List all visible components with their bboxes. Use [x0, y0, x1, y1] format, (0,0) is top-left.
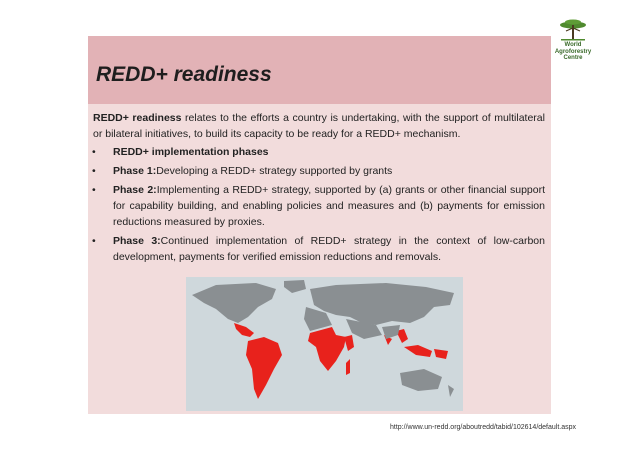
world-agroforestry-logo [553, 18, 593, 70]
list-item [88, 233, 545, 265]
list-item-text: Continued implementation of REDD+ strategy in the context of low-carbon development, payments for verified emission reductions and removals. [113, 235, 545, 263]
phase-list [88, 144, 545, 268]
list-item [88, 182, 545, 230]
bullet-glyph: • [92, 235, 96, 247]
list-item-label: REDD+ implementation phases [113, 146, 269, 158]
bullet-glyph: • [92, 184, 96, 196]
slide-body [88, 104, 551, 414]
list-item [88, 144, 545, 160]
intro-text: relates to the efforts a country is undertaking, with the support of multilateral or bilateral initiatives, to build its capacity to be ready for a REDD+ mechanism. [93, 112, 545, 140]
slide-header [88, 36, 551, 104]
list-item-text: Developing a REDD+ strategy supported by grants [156, 165, 393, 177]
bullet-glyph: • [92, 146, 96, 158]
logo-text [553, 42, 593, 62]
intro-term: REDD+ readiness [93, 112, 182, 124]
list-item-label: Phase 3: [113, 235, 161, 247]
tree-icon [553, 18, 593, 42]
slide-title: REDD+ readiness [96, 63, 272, 86]
world-map-icon [186, 277, 463, 411]
redd-countries-map [186, 277, 463, 411]
logo-line: World [564, 42, 582, 48]
logo-line: Centre [563, 55, 583, 61]
list-item-label: Phase 2: [113, 184, 157, 196]
intro-paragraph [93, 110, 545, 142]
logo-line: Agroforestry [554, 48, 592, 55]
list-item [88, 163, 545, 179]
source-link[interactable]: http://www.un-redd.org/aboutredd/tabid/102614/default.aspx [390, 424, 577, 431]
bullet-glyph: • [92, 165, 96, 177]
list-item-text: Implementing a REDD+ strategy, supported by (a) grants or other financial support for capability building, and enabling policies and measures and (b) payments for emission reductions measured by proxies. [113, 184, 545, 228]
list-item-label: Phase 1: [113, 165, 157, 177]
